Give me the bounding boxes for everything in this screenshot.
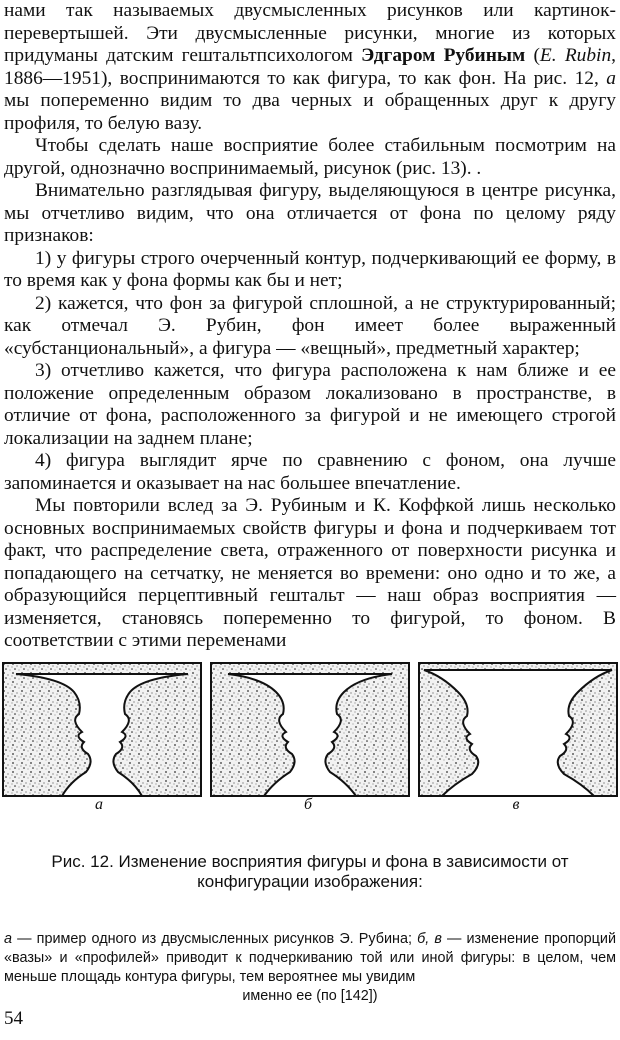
caption-note-a: — пример одного из двусмысленных рисунков Э. Рубина; — [12, 931, 418, 947]
figure-label-b: б — [303, 796, 313, 813]
figure-caption-title: Рис. 12. Изменение восприятия фигуры и фона в зависимости от конфигурации изображения: — [51, 852, 569, 891]
rubin-vase-c-image — [418, 662, 618, 797]
figure-label-a: а — [95, 796, 103, 813]
figure-b-vase-profiles — [210, 662, 410, 797]
paragraph-3: Внимательно разглядывая фигуру, выделяющуюся в центре рисунка, мы отчетливо видим, что она отличается от фона по целому ряду признаков: — [4, 180, 616, 246]
caption-letter-bc: б, в — [417, 931, 442, 947]
paragraph-8: Мы повторили вслед за Э. Рубиным и К. Коффкой лишь несколько основных воспринимаемых свойств фигуры и фона и подчеркиваем тот факт, что распределение света, отраженного от поверхности рисунка и попадающего на сетчатку, не меняется во времени: оно одно и то же, а образующийся перцептивный гештальт — наш образ восприятия — изменяется, становясь попеременно то фигурой, то фоном. В соответствии с этими переменами — [4, 495, 616, 651]
paragraph-2: Чтобы сделать наше восприятие более стабильным посмотрим на другой, однозначно воспринимаемый, рисунок (рис. 13). . — [4, 135, 616, 179]
figure-letter-ref: а — [606, 67, 616, 89]
author-name-bold: Эдгаром Рубиным — [361, 45, 526, 66]
figure-label-c: в — [512, 796, 520, 813]
caption-note-b: — изменение пропорций «вазы» и «профилей» приводит к подчеркиванию той или иной фигуры: в целом, чем меньше площадь контура фигуры, тем вероятнее мы увидим — [4, 931, 616, 985]
page-number: 54 — [4, 1008, 23, 1029]
list-item-1: 1) у фигуры строго очерченный контур, подчеркивающий ее форму, в то время как у фона формы как бы и нет; — [4, 247, 616, 291]
paragraph-1-part-a: нами так называемых двусмысленных рисунков или картинок-перевертышей. Эти двусмысленные рисунки, многие из которых придуманы датским гештальтпсихологом — [4, 0, 616, 66]
caption-note-end: именно ее (по [142]) — [242, 988, 378, 1004]
list-item-2: 2) кажется, что фон за фигурой сплошной, а не структурированный; как отмечал Э. Рубин, фон имеет более выраженный «субстанциональный», а фигура — «вещный», предметный характер; — [4, 292, 616, 359]
figure-row — [0, 662, 620, 797]
rubin-vase-a-image — [2, 662, 202, 797]
list-item-3: 3) отчетливо кажется, что фигура расположена к нам ближе и ее положение определенным образом локализовано в пространстве, в отличие от фона, расположенного за фигурой и не имеющего строгой локализации на заднем плане; — [4, 360, 616, 449]
rubin-vase-b-image — [210, 662, 410, 797]
figure-c-vase-profiles — [418, 662, 618, 797]
paragraph-1-part-b: ( — [525, 45, 540, 66]
paragraph-1-part-c: , 1886—1951), воспринимаются то как фигура, то как фон. На рис. 12, — [4, 45, 616, 89]
caption-letter-a: а — [4, 931, 13, 947]
figure-a-vase-profiles — [2, 662, 202, 797]
paragraph-1-part-d: мы попеременно видим то два черных и обращенных друг к другу профиля, то белую вазу. — [4, 90, 616, 134]
main-text — [4, 0, 616, 653]
list-item-4: 4) фигура выглядит ярче по сравнению с фоном, она лучше запоминается и оказывает на нас большее впечатление. — [4, 450, 616, 494]
author-name-latin: E. Rubin — [539, 45, 612, 66]
figure-caption-note — [4, 930, 616, 1006]
paragraph-1 — [4, 0, 616, 135]
